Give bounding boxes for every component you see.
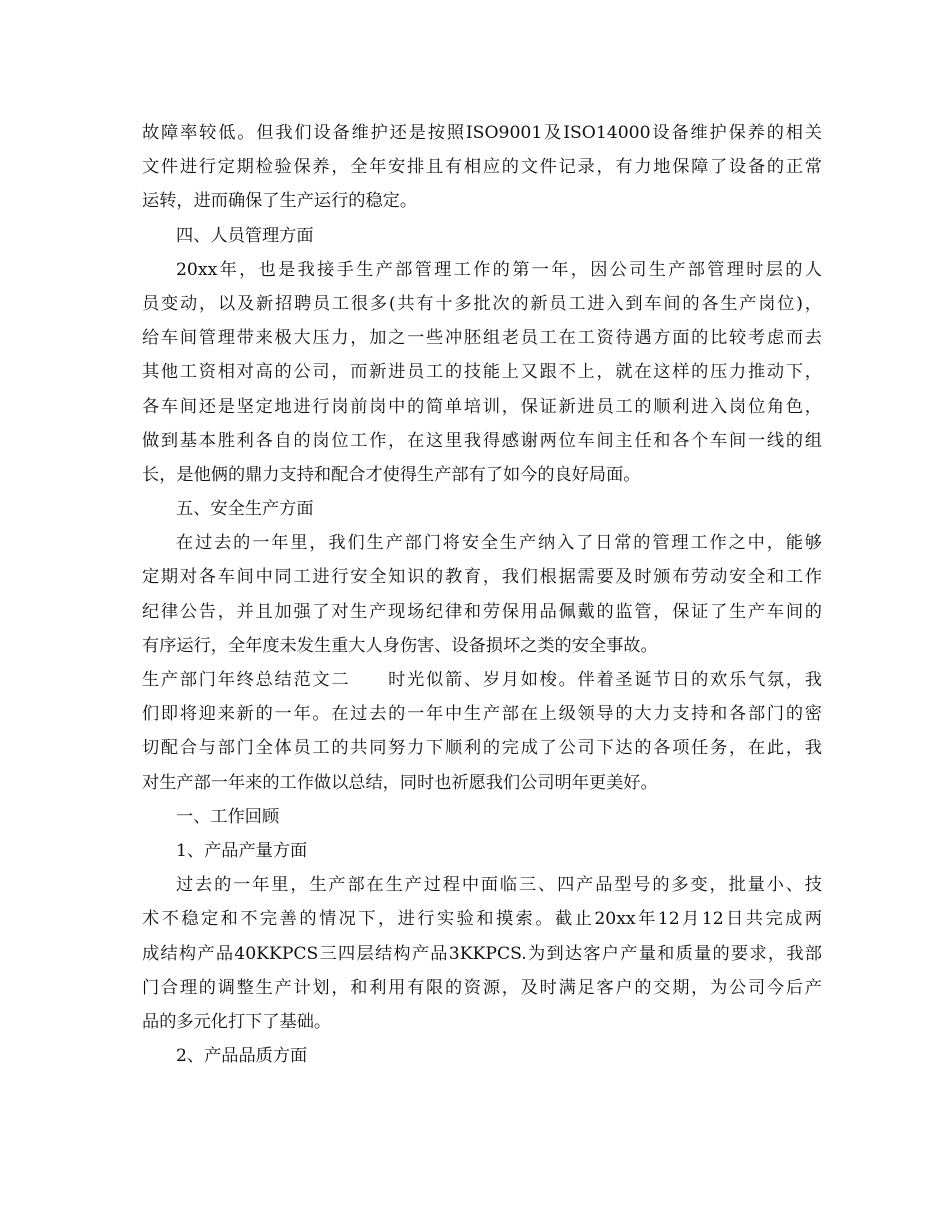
text-line: 在过去的一年里，我们生产部门将安全生产纳入了日常的管理工作之中，能够 [176,533,822,554]
text-line: 长，是他俩的鼎力支持和配合才使得生产部有了如今的良好局面。 [142,464,641,485]
text-line: 品的多元化打下了基础。 [142,1011,332,1032]
text-line: 四、人员管理方面 [176,225,314,246]
text-line: 生产部门年终总结范文二 时光似箭、岁月如梭。伴着圣诞节日的欢乐气氛，我 [142,670,822,690]
text-line: 过去的一年里，生产部在生产过程中面临三、四产品型号的多变，批量小、技 [176,875,822,896]
text-line: 们即将迎来新的一年。在过去的一年中生产部在上级领导的大力支持和各部门的密 [142,704,822,725]
text-line: 2、产品品质方面 [176,1046,308,1067]
text-line: 切配合与部门全体员工的共同努力下顺利的完成了公司下达的各项任务，在此，我 [142,738,822,759]
text-line: 文件进行定期检验保养，全年安排且有相应的文件记录，有力地保障了设备的正常 [142,157,822,178]
text-line: 成结构产品40KKPCS三四层结构产品3KKPCS.为到达客户产量和质量的要求，我部 [142,943,822,964]
text-line: 给车间管理带来极大压力，加之一些冲胚组老员工在工资待遇方面的比较考虑而去 [142,328,822,349]
text-line: 术不稳定和不完善的情况下，进行实验和摸索。截止20xx年12月12日共完成两 [142,909,822,930]
text-line: 纪律公告，并且加强了对生产现场纪律和劳保用品佩戴的监管，保证了生产车间的 [142,601,822,622]
text-line: 一、工作回顾 [176,806,280,827]
text-line: 1、产品产量方面 [176,840,308,861]
text-line: 对生产部一年来的工作做以总结，同时也祈愿我们公司明年更美好。 [142,772,658,793]
text-line: 运转，进而确保了生产运行的稳定。 [142,191,418,212]
text-line: 各车间还是坚定地进行岗前岗中的简单培训，保证新进员工的顺利进入岗位角色， [142,396,822,417]
text-line: 门合理的调整生产计划，和利用有限的资源，及时满足客户的交期，为公司今后产 [142,977,822,998]
text-line: 有序运行，全年度未发生重大人身伤害、设备损坏之类的安全事故。 [142,635,658,656]
text-line: 故障率较低。但我们设备维护还是按照ISO9001及ISO14000设备维护保养的相关 [142,123,822,143]
document-body [142,116,822,1073]
text-line: 定期对各车间中同工进行安全知识的教育，我们根据需要及时颁布劳动安全和工作 [142,567,822,588]
text-line: 员变动，以及新招聘员工很多(共有十多批次的新员工进入到车间的各生产岗位)， [142,293,822,314]
text-line: 五、安全生产方面 [176,499,314,520]
text-line: 做到基本胜利各自的岗位工作，在这里我得感谢两位车间主任和各个车间一线的组 [142,430,822,451]
text-line: 20xx年，也是我接手生产部管理工作的第一年，因公司生产部管理时层的人 [176,259,822,280]
text-line: 其他工资相对高的公司，而新进员工的技能上又跟不上，就在这样的压力推动下， [142,362,822,383]
